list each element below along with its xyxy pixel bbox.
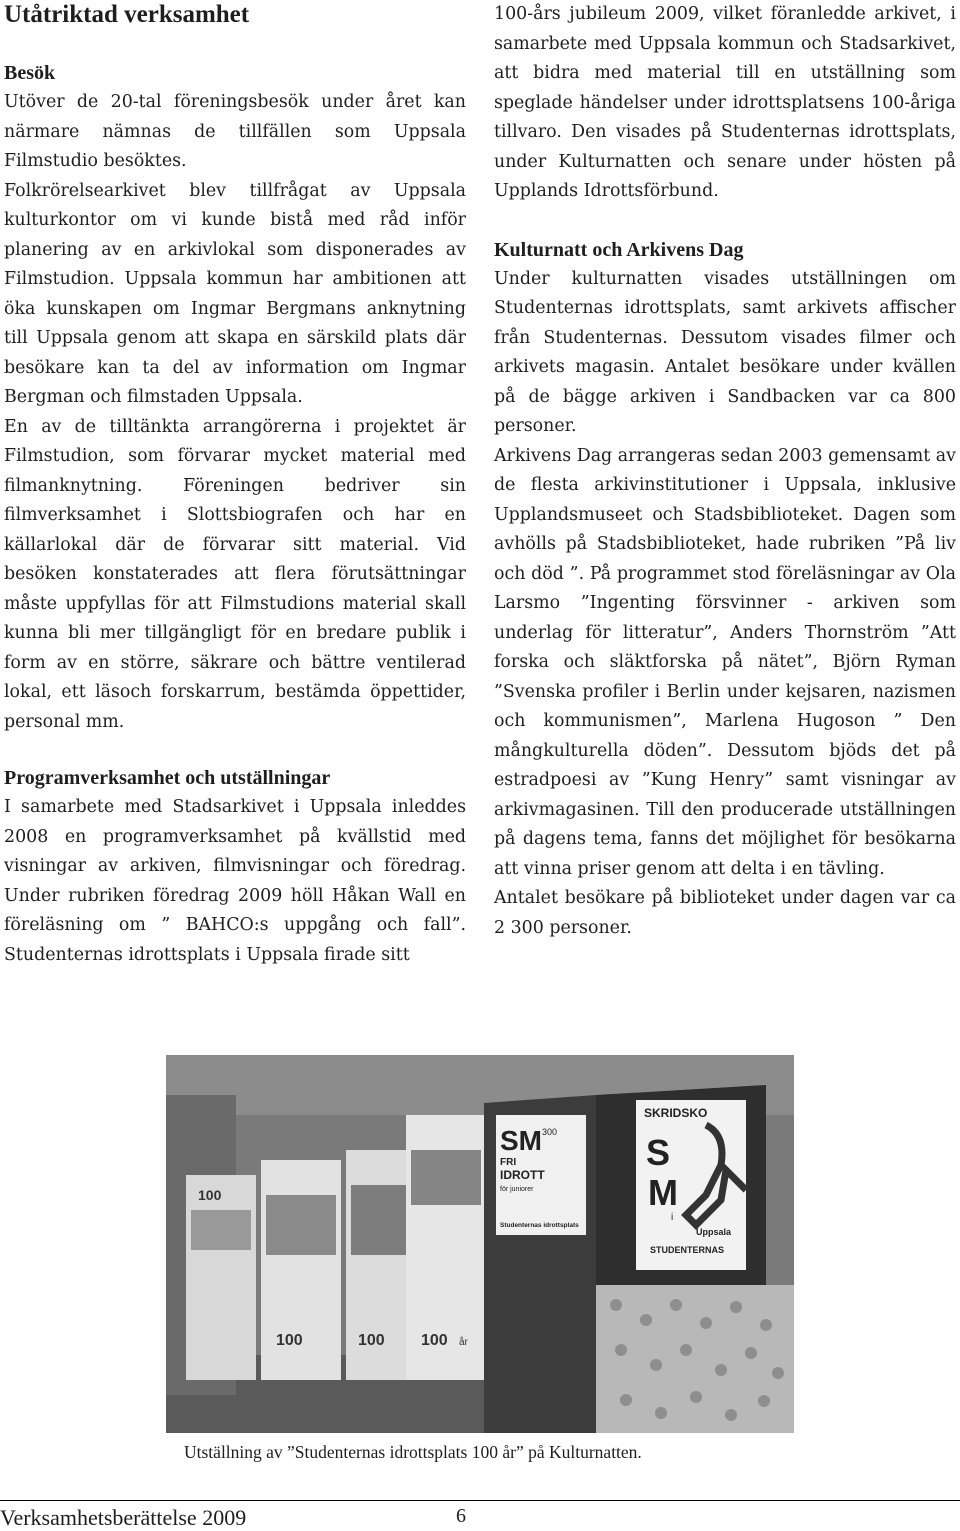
footer-rule — [0, 1500, 960, 1501]
poster-left-bottom: Studenternas idrottsplats — [500, 1222, 579, 1229]
right-column — [494, 0, 956, 943]
footer-title: Verksamhetsberättelse 2009 — [0, 1505, 247, 1530]
banner-1 — [186, 1175, 256, 1380]
poster-right-top: SKRIDSKO — [644, 1106, 708, 1120]
poster-left-line1: FRI — [500, 1157, 517, 1168]
exhibition-photo-drawing — [166, 1055, 794, 1433]
banner-2-label: 100 — [276, 1332, 303, 1349]
heading-programverksamhet: Programverksamhet och utställningar — [4, 767, 331, 789]
patterned-cloth — [596, 1285, 794, 1433]
poster-right-i: i — [671, 1212, 674, 1223]
banner-1-label: 100 — [198, 1187, 222, 1203]
paragraph-folkrorelsearkivet: Folkrörelsearkivet blev tillfrågat av Uppsala kulturkontor om vi kunde bistå med råd inför planering av en arkivlokal som disponerades av Filmstudion. Uppsala kommun har ambitionen att öka kunskapen om Ingmar Bergmans anknytning till Uppsala genom att skapa en särskild plats där besökare kan ta del av information om Ingmar Bergman och filmstaden Uppsala. — [4, 180, 466, 407]
heading-besok: Besök — [4, 62, 56, 84]
poster-left-line2: IDROTT — [500, 1168, 545, 1182]
poster-right-s: S — [646, 1132, 671, 1173]
paragraph-antalet-besokare: Antalet besökare på biblioteket under dagen var ca 2 300 personer. — [494, 888, 956, 938]
poster-left-badge: 300 — [542, 1127, 558, 1137]
poster-right-bottom: STUDENTERNAS — [650, 1245, 725, 1255]
banner-4-label: 100 — [421, 1332, 448, 1349]
paragraph-programverksamhet: I samarbete med Stadsarkivet i Uppsala inleddes 2008 en programverksamhet på kvällstid med visningar av arkiven, filmvisningar och föredrag. Under rubriken föredrag 2009 höll Håkan Wall en föreläsning om ” BAHCO:s uppgång och fall”. Studenternas idrottsplats i Uppsala firade sitt — [4, 797, 466, 965]
section-title: Utåtriktad verksamhet — [4, 1, 250, 28]
paragraph-arkivens-dag: Arkivens Dag arrangeras sedan 2003 gemensamt av de flesta arkivinstitutioner i Uppsala, inklusive Upplandsmuseet och Stadsbiblioteket. Dagen som avhölls på Stadsbiblioteket, hade rubriken ”På liv och död ”. På programmet stod föreläsningar av Ola Larsmo ”Ingenting försvinner - arkiven som underlag för litteratur”, Anders Thornström ”Att forska och släktforska på nätet”, Björn Ryman ”Svenska profiler i Berlin under kejsaren, nazismen och kommunismen”, Marlena Hugoson ” Den mångkulturella döden”. Dessutom bjöds det på estradpoesi av ”Kung Henry” samt visningar av arkivmagasinen. Till den producerade utställningen på dagens tema, fanns det möjlighet för besökarna att vinna priser genom att delta i en tävling. — [494, 445, 956, 879]
photo-caption: Utställning av ”Studenternas idrottsplats 100 år” på Kulturnatten. — [184, 1442, 642, 1462]
exhibition-photo — [166, 1055, 794, 1433]
paragraph-besok: Utöver de 20-tal föreningsbesök under året kan närmare nämnas de tillfällen som Uppsala Filmstudio besöktes. — [4, 92, 466, 171]
banner-4-sublabel: år — [459, 1337, 468, 1348]
page-number: 6 — [456, 1505, 466, 1527]
paragraph-jubileum: 100-års jubileum 2009, vilket föranledde arkivet, i samarbete med Uppsala kommun och Stadsarkivet, att bidra med material till en utställning som speglade händelser under idrottsplatsens 100-åriga tillvaro. Den visades på Studenternas idrottsplats, under Kulturnatten och senare under hösten på Upplands Idrottsförbund. — [494, 4, 956, 201]
display-board-left — [484, 1095, 596, 1433]
paragraph-filmstudion: En av de tilltänkta arrangörerna i projektet är Filmstudion, som förvarar mycket material med filmanknytning. Föreningen bedriver sin filmverksamhet i Slottsbiografen och har en källarlokal där de förvarar sitt material. Vid besöken konstaterades att flera förutsättningar måste uppfyllas för att Filmstudions material skall kunna bli mer tillgängligt för en bredare publik i form av en större, säkrare och bättre ventilerad lokal, ett läsoch forskarrum, bestämda öppettider, personal mm. — [4, 416, 466, 732]
poster-left-title: SM — [500, 1125, 542, 1156]
banner-4 — [406, 1115, 486, 1380]
poster-right-city: Uppsala — [696, 1227, 732, 1237]
poster-right-m: M — [648, 1172, 678, 1213]
paragraph-kulturnatt: Under kulturnatten visades utställningen om Studenternas idrottsplats, samt arkivets affischer från Studenternas. Dessutom visades filmer och arkivets magasin. Antalet besökare under kvällen på de bägge arkiven i Sandbacken var ca 800 personer. — [494, 268, 956, 436]
poster-left-small: för juniorer — [500, 1186, 534, 1193]
left-column — [4, 0, 466, 970]
banner-3-label: 100 — [358, 1332, 385, 1349]
banner-2 — [261, 1160, 341, 1380]
heading-kulturnatt: Kulturnatt och Arkivens Dag — [494, 238, 744, 261]
